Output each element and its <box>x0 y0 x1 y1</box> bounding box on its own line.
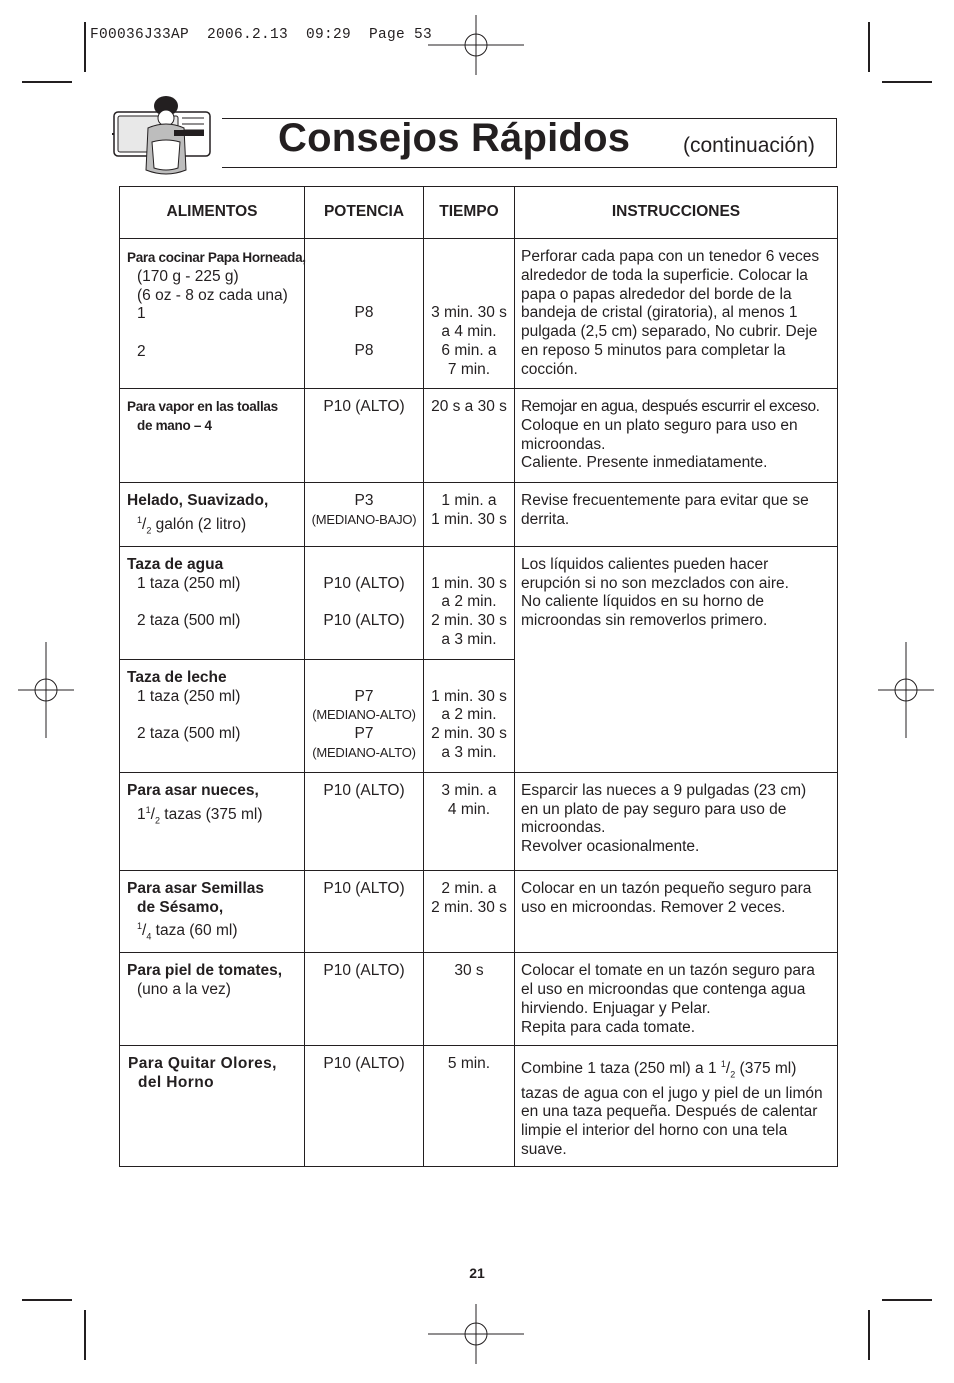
power-value: P10 (ALTO) <box>323 612 405 630</box>
table-row <box>120 1046 838 1166</box>
registration-mark-bottom-icon <box>428 1304 524 1364</box>
instruction-line: Coloque en un plato seguro para uso en <box>521 416 798 434</box>
column-header: INSTRUCCIONES <box>515 187 838 239</box>
time-value: 5 min. <box>447 1055 491 1073</box>
table-row <box>120 870 838 953</box>
table-row <box>120 483 838 547</box>
power-value: P10 (ALTO) <box>323 879 405 897</box>
page-header <box>118 96 836 168</box>
registration-mark-right-icon <box>878 642 934 738</box>
time-cell <box>424 659 515 772</box>
power-cell <box>305 546 424 659</box>
time-value: 2 min. 30 s <box>431 898 507 916</box>
time-value: a 2 min. <box>441 593 497 611</box>
fraction-numerator: 1 <box>137 514 143 525</box>
crop-mark-top-left-v <box>84 22 86 72</box>
time-value: a 3 min. <box>441 631 497 649</box>
food-title: Para Quitar Olores, <box>128 1055 277 1073</box>
fraction-numerator: 1 <box>145 804 151 815</box>
power-value: P7 <box>354 687 374 705</box>
food-cell <box>120 546 305 659</box>
time-value: 7 min. <box>447 360 491 378</box>
registration-mark-top-icon <box>428 15 524 75</box>
food-title: Para piel de tomates, <box>127 962 283 980</box>
time-value: 1 min. a <box>441 492 497 509</box>
power-cell <box>305 1046 424 1166</box>
power-value: P10 (ALTO) <box>323 1055 405 1073</box>
table-header-row <box>120 187 838 239</box>
time-cell <box>424 483 515 547</box>
food-detail: 1 taza (250 ml) <box>137 574 241 592</box>
instruction-line: Colocar en un tazón pequeño seguro para <box>521 879 812 897</box>
time-value: 2 min. a <box>441 879 497 897</box>
food-title: Taza de agua <box>127 555 224 573</box>
food-title: Para asar nueces, <box>127 781 259 799</box>
fraction-numerator: 1 <box>137 921 143 932</box>
food-detail: (uno a la vez) <box>137 981 231 999</box>
time-value: 4 min. <box>447 800 491 818</box>
instruction-line: cocción. <box>521 360 578 378</box>
food-detail-text: tazas (375 ml) <box>164 805 263 823</box>
time-value: a 4 min. <box>441 323 497 341</box>
food-title: Para asar Semillas <box>127 879 265 897</box>
instructions-cell <box>515 772 838 870</box>
time-value: 2 min. 30 s <box>431 725 507 743</box>
power-level: (MEDIANO-ALTO) <box>312 745 416 761</box>
food-detail: (6 oz - 8 oz cada una) <box>137 286 288 304</box>
instruction-line: el uso en microondas que contenga agua <box>521 981 806 999</box>
instructions-cell <box>515 953 838 1046</box>
column-header: POTENCIA <box>305 187 424 239</box>
instruction-line: derrita. <box>521 510 570 528</box>
chef-microwave-illustration-icon <box>112 94 224 178</box>
crop-mark-top-right-h <box>882 81 932 83</box>
instructions-cell <box>515 389 838 483</box>
time-value: 3 min. a <box>441 781 497 799</box>
instruction-line: Los líquidos calientes pueden hacer <box>521 555 769 573</box>
instruction-line: microondas sin removerlos primero. <box>521 612 768 630</box>
food-title: Para cocinar Papa Horneada, <box>127 250 306 265</box>
crop-mark-bottom-left-h <box>22 1299 72 1301</box>
instruction-line: uso en microondas. Remover 2 veces. <box>521 898 786 916</box>
power-cell <box>305 953 424 1046</box>
crop-mark-top-left-h <box>22 81 72 83</box>
food-title: de Sésamo, <box>137 898 224 916</box>
power-value: P8 <box>354 304 374 322</box>
power-cell <box>305 870 424 953</box>
food-cell <box>120 389 305 483</box>
time-value: 2 min. 30 s <box>431 612 507 630</box>
instruction-line: Colocar el tomate en un tazón seguro para <box>521 962 815 980</box>
page-number: 21 <box>469 1265 485 1281</box>
table-row <box>120 953 838 1046</box>
fraction-denominator: 2 <box>154 814 160 825</box>
fraction-denominator: 2 <box>730 1069 736 1080</box>
food-detail-text: taza (60 ml) <box>155 922 238 940</box>
power-cell <box>305 483 424 547</box>
fraction-numerator: 1 <box>720 1059 726 1070</box>
crop-mark-bottom-right-v <box>868 1310 870 1360</box>
crop-mark-bottom-left-v <box>84 1310 86 1360</box>
instruction-line: Combine 1 taza (250 ml) a 1 $^1/_2$ (375 ml) <box>521 1059 797 1080</box>
time-cell <box>424 772 515 870</box>
fraction-whole: 1 <box>137 805 146 823</box>
power-cell <box>305 389 424 483</box>
instructions-cell <box>515 483 838 547</box>
tips-table <box>119 186 838 1167</box>
food-detail: $^1/_2$ galón (2 litro) <box>137 514 247 536</box>
food-detail: (170 g - 225 g) <box>137 267 239 285</box>
instruction-text: Combine 1 taza (250 ml) a 1 <box>521 1060 717 1078</box>
food-detail: 2 <box>137 342 146 360</box>
food-title: Helado, Suavizado, <box>127 492 269 509</box>
power-cell <box>305 239 424 389</box>
instruction-line: No caliente líquidos en su horno de <box>521 593 764 611</box>
time-cell <box>424 1046 515 1166</box>
time-value: 30 s <box>454 962 484 980</box>
table-row <box>120 546 838 659</box>
instruction-line: en una taza pequeña. Después de calentar <box>521 1103 818 1121</box>
instruction-line: limpie el interior del horno con una tela <box>521 1122 788 1140</box>
time-value: 6 min. a <box>441 341 497 359</box>
food-cell <box>120 772 305 870</box>
instruction-line: microondas. <box>521 819 606 837</box>
time-cell <box>424 953 515 1046</box>
power-value: P10 (ALTO) <box>323 781 405 799</box>
time-cell <box>424 239 515 389</box>
crop-mark-top-right-v <box>868 22 870 72</box>
fraction-denominator: 4 <box>146 931 152 942</box>
time-value: 1 min. 30 s <box>431 574 507 592</box>
instruction-line: Perforar cada papa con un tenedor 6 veces <box>521 248 820 265</box>
instruction-line: papa o papas alrededor del borde de la <box>521 285 792 303</box>
instruction-line: Revolver ocasionalmente. <box>521 838 700 856</box>
instruction-line: Esparcir las nueces a 9 pulgadas (23 cm) <box>521 781 807 799</box>
time-cell <box>424 546 515 659</box>
instruction-line: suave. <box>521 1140 567 1158</box>
power-value: P7 <box>354 725 374 743</box>
instruction-line: alrededor de toda la superficie. Colocar la <box>521 266 808 284</box>
column-header: ALIMENTOS <box>120 187 305 239</box>
time-value: 3 min. 30 s <box>431 304 507 322</box>
instruction-line: en reposo 5 minutos para completar la <box>521 341 786 359</box>
power-value: P3 <box>354 492 374 509</box>
table-row <box>120 772 838 870</box>
time-value: a 2 min. <box>441 706 497 724</box>
power-value: P10 (ALTO) <box>323 398 405 415</box>
food-cell <box>120 659 305 772</box>
instruction-line: hirviendo. Enjuagar y Pelar. <box>521 1000 711 1018</box>
time-value: 1 min. 30 s <box>431 687 507 705</box>
power-value: P10 (ALTO) <box>323 574 405 592</box>
food-title: de mano – 4 <box>137 417 212 433</box>
food-detail: 2 taza (500 ml) <box>137 612 241 630</box>
column-header: TIEMPO <box>424 187 515 239</box>
power-level: (MEDIANO-BAJO) <box>311 511 417 527</box>
food-cell <box>120 483 305 547</box>
time-value: a 3 min. <box>441 744 497 762</box>
food-detail: 1 <box>137 305 146 323</box>
instruction-line: Remojar en agua, después escurrir el exceso. <box>521 398 820 415</box>
instructions-cell <box>515 239 838 389</box>
instruction-line: pulgada (2,5 cm) separado, No cubrir. Deje <box>521 323 818 341</box>
print-slug: F00036J33AP 2006.2.13 09:29 Page 53 <box>90 27 433 43</box>
power-value: P8 <box>354 341 374 359</box>
table-row <box>120 389 838 483</box>
power-value: P10 (ALTO) <box>323 962 405 980</box>
page-subtitle: (continuación) <box>683 134 815 157</box>
instruction-line: Revise frecuentemente para evitar que se <box>521 492 809 509</box>
instruction-line: bandeja de cristal (giratoria), al menos 1 <box>521 304 798 322</box>
registration-mark-left-icon <box>18 642 74 738</box>
instructions-cell <box>515 546 838 772</box>
power-level: (MEDIANO-ALTO) <box>312 707 416 723</box>
food-cell <box>120 953 305 1046</box>
food-detail: 2 taza (500 ml) <box>137 725 241 743</box>
instruction-line: Caliente. Presente inmediatamente. <box>521 454 768 472</box>
fraction-denominator: 2 <box>146 525 152 536</box>
table-row <box>120 239 838 389</box>
page-title: Consejos Rápidos <box>278 116 631 160</box>
instructions-cell <box>515 870 838 953</box>
time-value: 1 min. 30 s <box>431 510 507 528</box>
time-cell <box>424 389 515 483</box>
instruction-text: (375 ml) <box>739 1060 797 1078</box>
food-cell <box>120 870 305 953</box>
food-cell <box>120 239 305 389</box>
time-value: 20 s a 30 s <box>431 398 507 415</box>
instruction-line: tazas de agua con el jugo y piel de un limón <box>521 1084 823 1102</box>
food-title: Para vapor en las toallas <box>127 399 278 414</box>
food-detail: $1^1/_2$ tazas (375 ml) <box>137 804 263 825</box>
food-detail-text: galón (2 litro) <box>155 515 247 533</box>
food-title: del Horno <box>138 1074 214 1092</box>
time-cell <box>424 870 515 953</box>
food-detail: $^1/_4$ taza (60 ml) <box>137 921 238 942</box>
power-cell <box>305 659 424 772</box>
crop-mark-bottom-right-h <box>882 1299 932 1301</box>
food-cell <box>120 1046 305 1166</box>
instruction-line: Repita para cada tomate. <box>521 1018 696 1036</box>
instruction-line: erupción si no son mezclados con aire. <box>521 574 789 592</box>
food-detail: 1 taza (250 ml) <box>137 687 241 705</box>
instructions-cell <box>515 1046 838 1166</box>
food-title: Taza de leche <box>127 668 227 686</box>
instruction-line: microondas. <box>521 435 606 453</box>
power-cell <box>305 772 424 870</box>
instruction-line: en un plato de pay seguro para uso de <box>521 800 787 818</box>
